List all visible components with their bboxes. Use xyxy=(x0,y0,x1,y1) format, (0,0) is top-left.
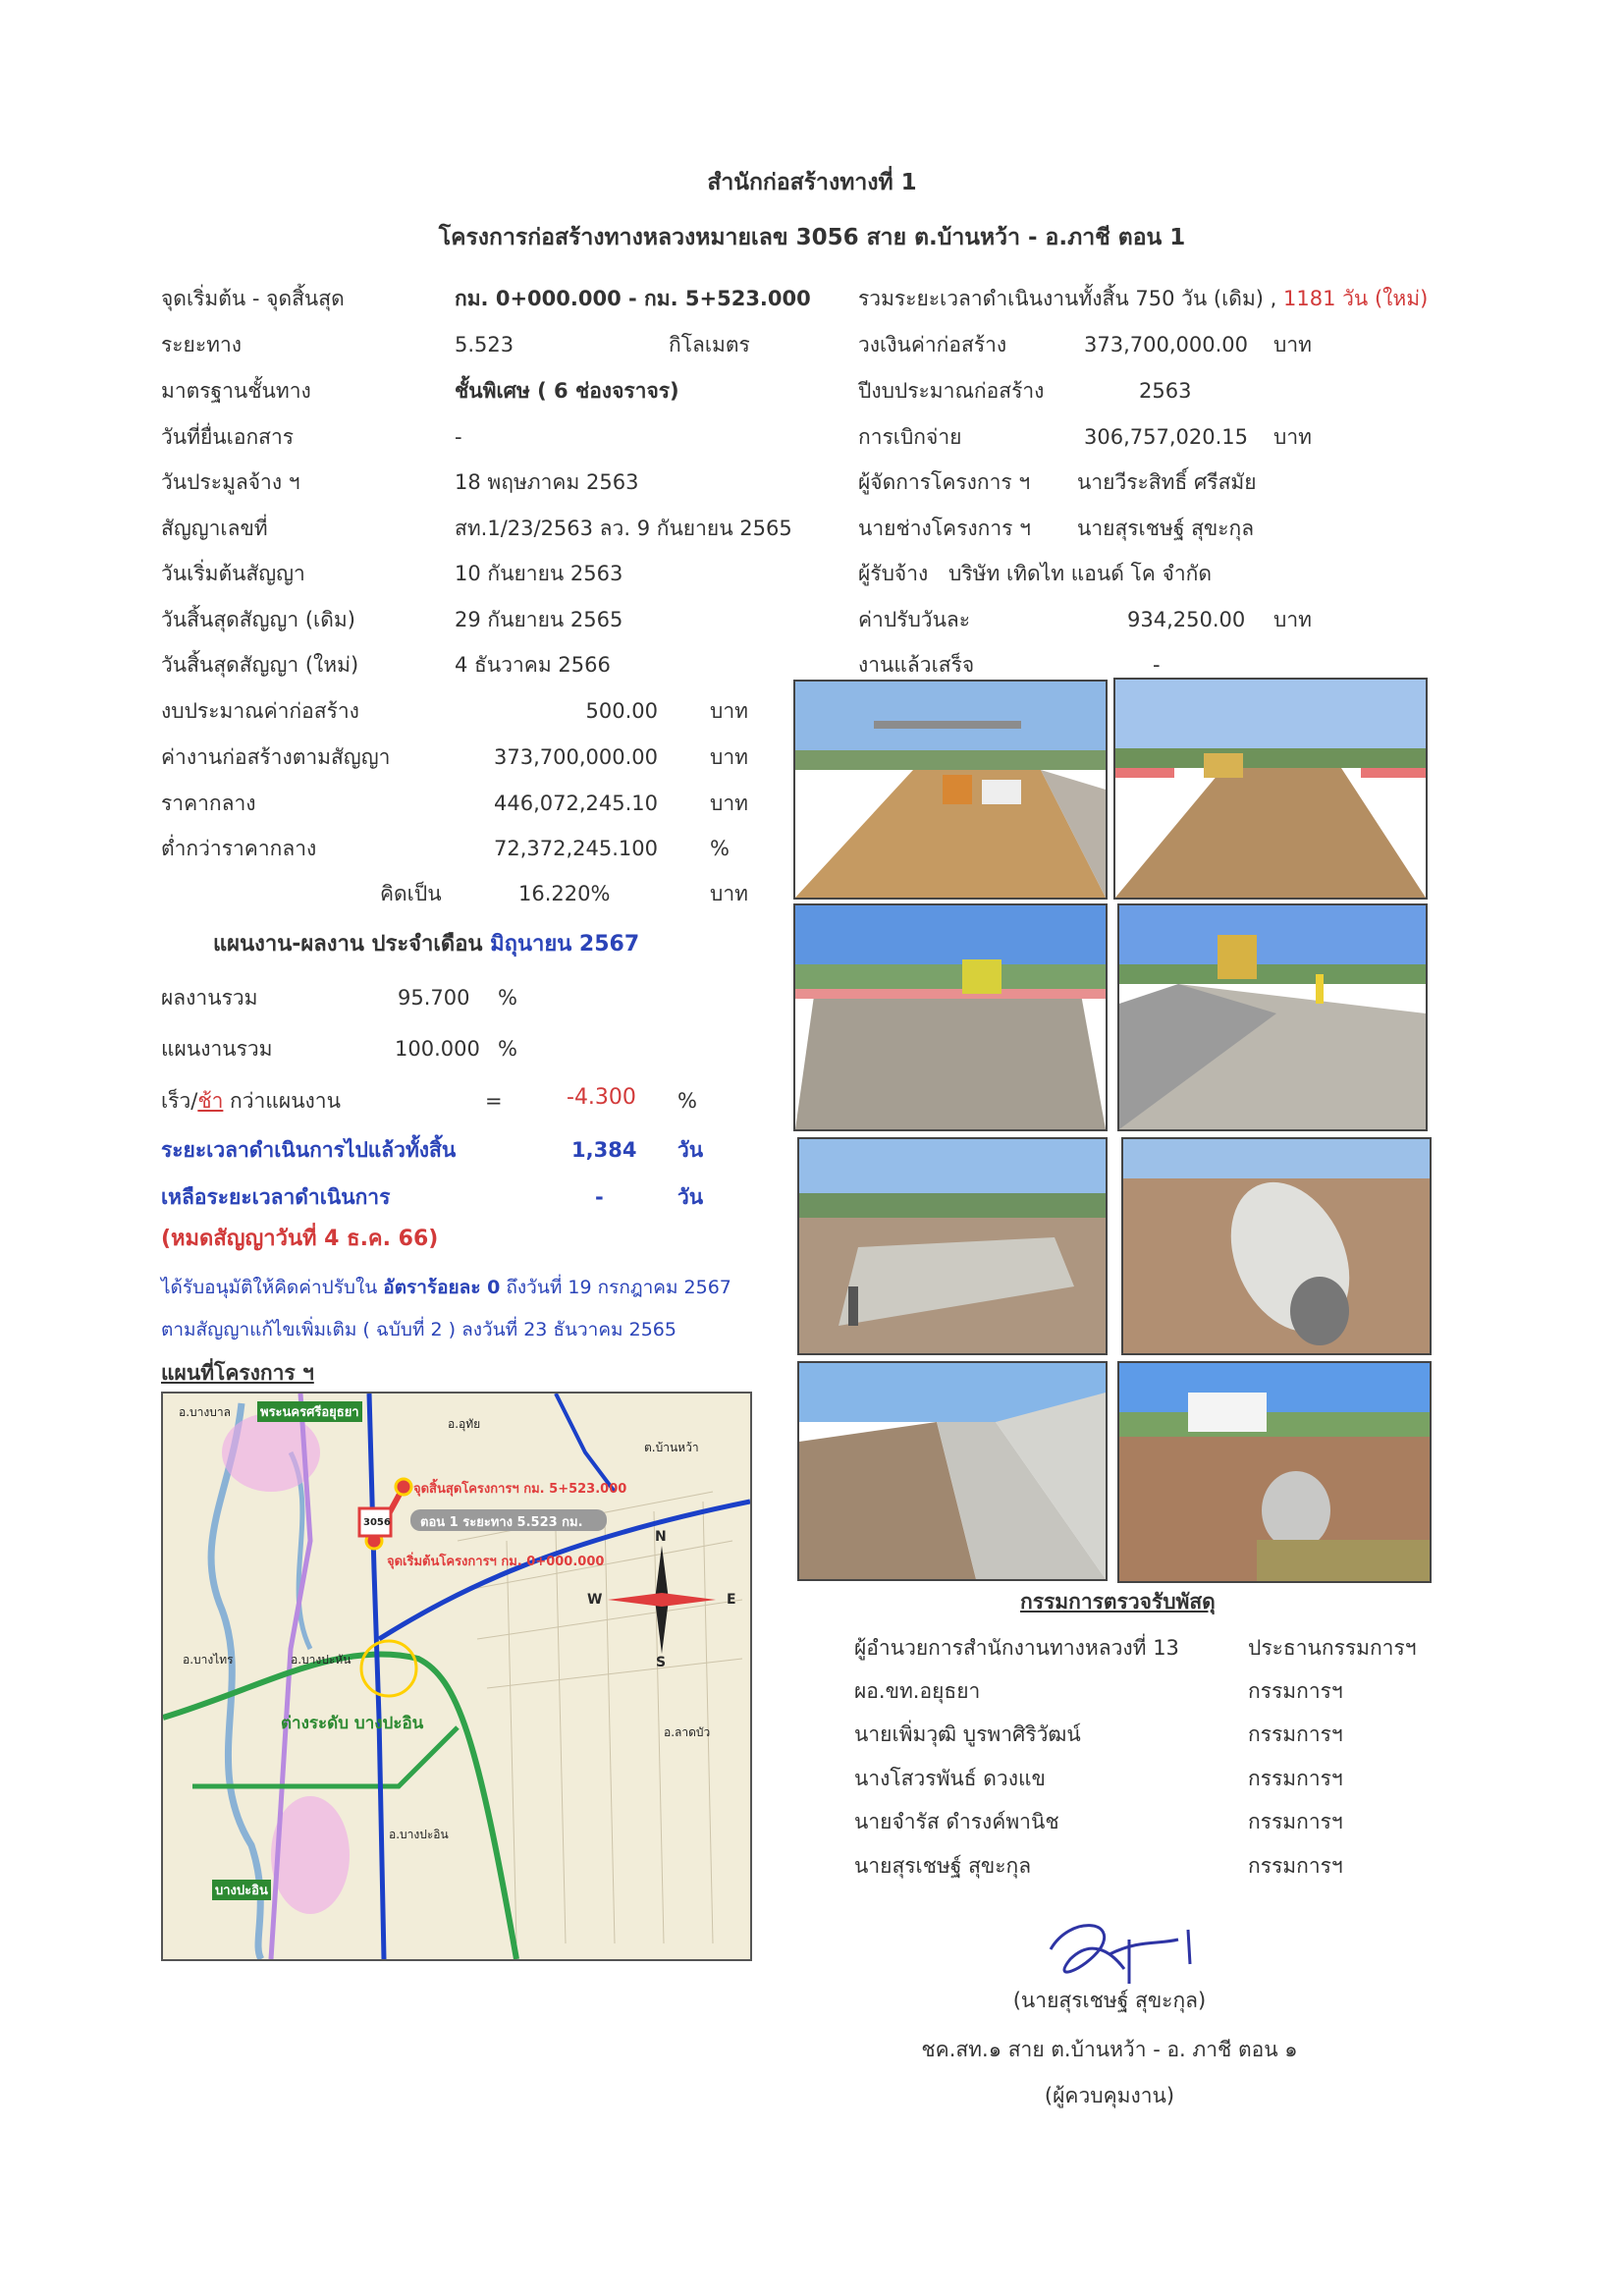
site-photo xyxy=(1117,903,1428,1131)
map-start-label: จุดเริ่มต้นโครงการฯ กม. 0+000.000 xyxy=(387,1555,605,1569)
info-label: การเบิกจ่าย xyxy=(858,425,962,449)
plan-heading-text: แผนงาน-ผลงาน ประจำเดือน xyxy=(213,932,483,957)
info-value: 2563 xyxy=(1139,379,1192,403)
map-route-number: 3056 xyxy=(363,1517,391,1528)
committee-member-name: นางโสวรพันธ์ ดวงแข xyxy=(854,1767,1046,1790)
map-interchange-label: ต่างระดับ บางปะอิน xyxy=(281,1714,424,1733)
budget-value: 373,700,000.00 xyxy=(494,745,658,769)
site-photo xyxy=(793,680,1108,900)
info-value: นายสุรเชษฐ์ สุขะกุล xyxy=(1077,517,1255,540)
plan-month: มิถุนายน 2567 xyxy=(490,932,640,957)
amendment-note: ตามสัญญาแก้ไขเพิ่มเติม ( ฉบับที่ 2 ) ลงวันที่ 23 ธันวาคม 2565 xyxy=(161,1319,677,1340)
map-end-label: จุดสิ้นสุดโครงการฯ กม. 5+523.000 xyxy=(413,1482,627,1497)
info-label: ปีงบประมาณก่อสร้าง xyxy=(858,379,1045,403)
map-place: พระนครศรีอยุธยา xyxy=(257,1401,362,1422)
compass-n: N xyxy=(655,1529,667,1545)
info-label: วันที่ยื่นเอกสาร xyxy=(161,425,295,449)
committee-member-name: ผอ.ขท.อยุธยา xyxy=(854,1679,981,1703)
site-photo xyxy=(1121,1137,1432,1355)
remaining-value: - xyxy=(595,1185,604,1209)
plan-label: แผนงานรวม xyxy=(161,1037,273,1061)
committee-member-role: กรรมการฯ xyxy=(1248,1810,1343,1833)
info-label: นายช่างโครงการ ฯ xyxy=(858,517,1031,540)
info-value: 29 กันยายน 2565 xyxy=(455,608,623,631)
info-value: 4 ธันวาคม 2566 xyxy=(455,653,611,677)
plan-unit: % xyxy=(498,1037,517,1061)
info-value: 373,700,000.00 xyxy=(1084,333,1248,356)
info-value: 306,757,020.15 xyxy=(1084,425,1248,449)
map-place: อ.อุทัย xyxy=(448,1417,481,1431)
committee-member-role: กรรมการฯ xyxy=(1248,1854,1343,1878)
map-place: อ.บางบาล xyxy=(179,1405,231,1419)
committee-member-role: กรรมการฯ xyxy=(1248,1722,1343,1746)
info-label: ผู้จัดการโครงการ ฯ xyxy=(858,470,1031,494)
info-label: ผู้รับจ้าง xyxy=(858,562,929,585)
elapsed-value: 1,384 xyxy=(571,1138,637,1162)
site-photo xyxy=(797,1137,1108,1355)
info-value: ชั้นพิเศษ ( 6 ช่องจราจร) xyxy=(455,379,679,403)
speed-label-fast: เร็ว/ xyxy=(161,1089,198,1113)
project-map xyxy=(161,1392,752,1961)
remaining-unit: วัน xyxy=(677,1185,704,1209)
info-value: บริษัท เทิดไท แอนด์ โค จำกัด xyxy=(948,562,1212,585)
approval-note-a: ได้รับอนุมัติให้คิดค่าปรับใน xyxy=(161,1277,384,1298)
map-title: แผนที่โครงการ ฯ xyxy=(161,1361,314,1385)
speed-eq: = xyxy=(485,1089,503,1113)
signer-position: ชค.สท.๑ สาย ต.บ้านหว้า - อ. ภาชี ตอน ๑ xyxy=(921,2038,1298,2061)
speed-label-slow: ช้า xyxy=(197,1089,224,1113)
info-value: นายวีระสิทธิ์ ศรีสมัย xyxy=(1077,470,1257,494)
remaining-label: เหลือระยะเวลาดำเนินการ xyxy=(161,1185,391,1209)
plan-value: 95.700 xyxy=(398,986,470,1010)
committee-title: กรรมการตรวจรับพัสดุ xyxy=(1020,1590,1216,1613)
budget-unit: % xyxy=(710,837,730,860)
plan-heading xyxy=(213,931,639,958)
signer-name: (นายสุรเชษฐ์ สุขะกุล) xyxy=(1012,1989,1207,2012)
committee-member-name: นายจำรัส ดำรงค์พานิช xyxy=(854,1810,1059,1833)
budget-value: 446,072,245.10 xyxy=(494,792,658,815)
duration-prefix: รวมระยะเวลาดำเนินงานทั้งสิ้น 750 วัน (เดิม) , xyxy=(858,287,1277,310)
compass-w: W xyxy=(587,1592,603,1608)
speed-label xyxy=(161,1087,341,1115)
expiry-note: (หมดสัญญาวันที่ 4 ธ.ค. 66) xyxy=(161,1227,439,1251)
duration-new: 1181 วัน (ใหม่) xyxy=(1283,287,1429,310)
project-title: โครงการก่อสร้างทางหลวงหมายเลข 3056 สาย ต.บ้านหว้า - อ.ภาชี ตอน 1 xyxy=(438,225,1186,250)
committee-member-role: กรรมการฯ xyxy=(1248,1767,1343,1790)
info-label: วันสิ้นสุดสัญญา (ใหม่) xyxy=(161,653,359,677)
info-value: - xyxy=(1153,653,1161,677)
budget-value: 72,372,245.100 xyxy=(494,837,658,860)
info-value: กม. 0+000.000 - กม. 5+523.000 xyxy=(455,287,811,310)
signer-role: (ผู้ควบคุมงาน) xyxy=(1044,2084,1175,2107)
info-label: จุดเริ่มต้น - จุดสิ้นสุด xyxy=(161,287,345,310)
info-value: 5.523 xyxy=(455,333,514,356)
approval-note xyxy=(161,1274,731,1301)
percent-value: 16.220% xyxy=(518,882,611,905)
budget-label: ราคากลาง xyxy=(161,792,256,815)
info-label: วันประมูลจ้าง ฯ xyxy=(161,470,300,494)
info-unit: กิโลเมตร xyxy=(669,333,750,356)
signature-mark xyxy=(1031,1910,1208,1989)
info-label: งานแล้วเสร็จ xyxy=(858,653,975,677)
info-label: วันเริ่มต้นสัญญา xyxy=(161,562,305,585)
info-unit: บาท xyxy=(1273,425,1312,449)
info-label: มาตรฐานชั้นทาง xyxy=(161,379,311,403)
site-photo xyxy=(1117,1361,1432,1583)
map-place: อ.บางปะหัน xyxy=(291,1653,352,1667)
info-value: 10 กันยายน 2563 xyxy=(455,562,623,585)
map-place: อ.บางไทร xyxy=(183,1653,234,1667)
speed-value: -4.300 xyxy=(567,1085,636,1110)
info-value: 934,250.00 xyxy=(1127,608,1246,631)
compass-s: S xyxy=(656,1655,667,1670)
info-value: สท.1/23/2563 ลว. 9 กันยายน 2565 xyxy=(455,517,792,540)
info-unit: บาท xyxy=(1273,608,1312,631)
budget-label: งบประมาณค่าก่อสร้าง xyxy=(161,699,359,723)
compass-e: E xyxy=(727,1592,736,1608)
info-label: วงเงินค่าก่อสร้าง xyxy=(858,333,1007,356)
plan-label: ผลงานรวม xyxy=(161,986,258,1010)
map-section-label: ตอน 1 ระยะทาง 5.523 กม. xyxy=(420,1515,583,1530)
committee-member-name: นายสุรเชษฐ์ สุขะกุล xyxy=(854,1854,1032,1878)
site-photo xyxy=(797,1361,1108,1581)
approval-note-c: ถึงวันที่ 19 กรกฎาคม 2567 xyxy=(500,1277,731,1298)
elapsed-label: ระยะเวลาดำเนินการไปแล้วทั้งสิ้น xyxy=(161,1138,457,1162)
budget-label: ต่ำกว่าราคากลาง xyxy=(161,837,317,860)
budget-unit: บาท xyxy=(710,699,748,723)
info-label: วันสิ้นสุดสัญญา (เดิม) xyxy=(161,608,355,631)
speed-label-rest: กว่าแผนงาน xyxy=(223,1089,341,1113)
committee-member-role: กรรมการฯ xyxy=(1248,1679,1343,1703)
site-photo xyxy=(793,903,1108,1131)
info-label: สัญญาเลขที่ xyxy=(161,517,268,540)
info-label: ค่าปรับวันละ xyxy=(858,608,971,631)
speed-unit: % xyxy=(677,1089,697,1113)
committee-member-name: ผู้อำนวยการสำนักงานทางหลวงที่ 13 xyxy=(854,1636,1179,1660)
budget-label: ค่างานก่อสร้างตามสัญญา xyxy=(161,745,391,769)
info-value: 18 พฤษภาคม 2563 xyxy=(455,470,639,494)
site-photo xyxy=(1113,678,1428,900)
percent-unit: บาท xyxy=(710,882,748,905)
approval-note-b: อัตราร้อยละ 0 xyxy=(383,1277,501,1298)
office-title: สำนักก่อสร้างทางที่ 1 xyxy=(707,170,917,195)
budget-value: 500.00 xyxy=(585,699,658,723)
map-place: อ.ลาดบัว xyxy=(664,1725,711,1739)
elapsed-unit: วัน xyxy=(677,1138,704,1162)
committee-member-role: ประธานกรรมการฯ xyxy=(1248,1636,1417,1660)
info-value: - xyxy=(455,425,462,449)
plan-value: 100.000 xyxy=(395,1037,480,1061)
map-place: ต.บ้านหว้า xyxy=(644,1441,699,1454)
info-unit: บาท xyxy=(1273,333,1312,356)
budget-unit: บาท xyxy=(710,745,748,769)
map-place: บางปะอิน xyxy=(212,1880,271,1900)
plan-unit: % xyxy=(498,986,517,1010)
map-place: อ.บางปะอิน xyxy=(389,1828,449,1841)
info-label: ระยะทาง xyxy=(161,333,243,356)
percent-label: คิดเป็น xyxy=(380,882,442,905)
budget-unit: บาท xyxy=(710,792,748,815)
committee-member-name: นายเพิ่มวุฒิ บูรพาศิริวัฒน์ xyxy=(854,1722,1081,1746)
duration-text xyxy=(858,285,1428,312)
